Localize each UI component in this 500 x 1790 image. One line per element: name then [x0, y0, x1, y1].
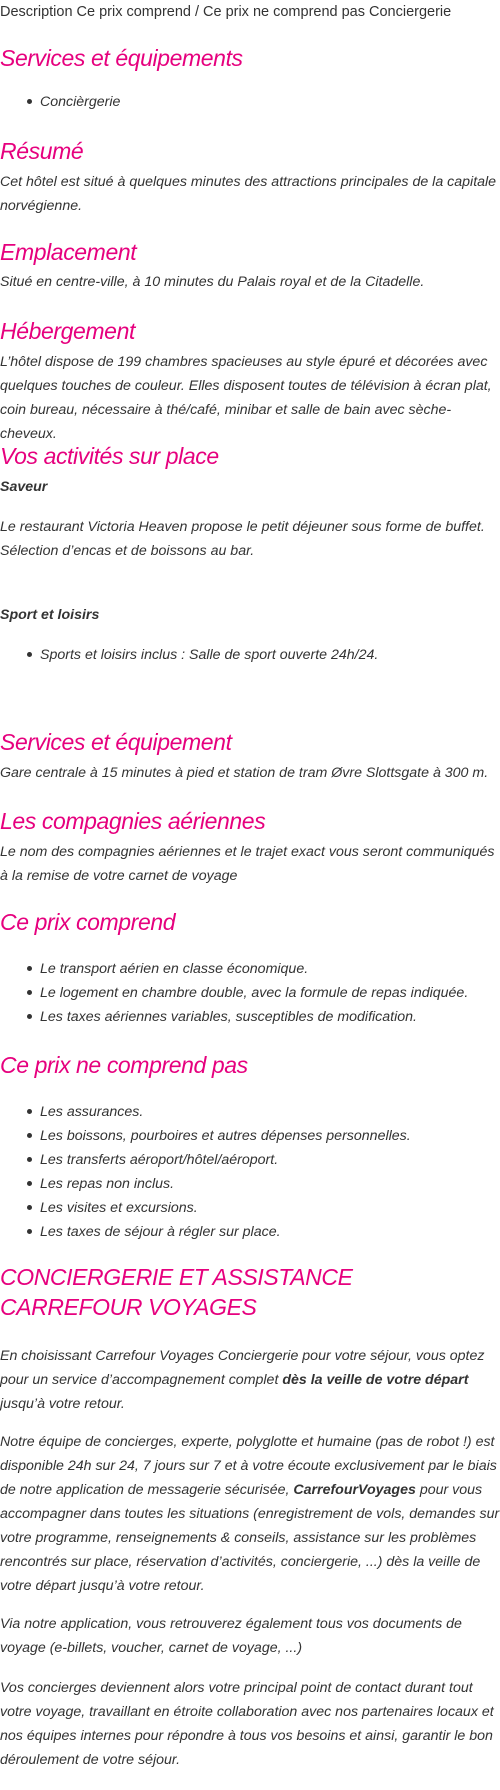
section-title-services-equipements: Services et équipements [0, 45, 243, 71]
tab-conciergerie[interactable]: Conciergerie [369, 4, 452, 20]
section-title-resume: Résumé [0, 138, 84, 164]
conciergerie-paragraph-4: Vos concierges deviennent alors votre principal point de contact durant tout votre voyage, travaillant en étroite collaboration avec nos partenaires locaux et nos équipes internes pour répondre à tous vos besoins et ainsi, garantir le bon déroulement de votre séjour. [0, 1680, 494, 1768]
conciergerie-paragraph-3: Via notre application, vous retrouverez également tous vos documents de voyage (e-billets, voucher, carnet de voyage, ...) [0, 1616, 462, 1656]
tab-bar [0, 0, 455, 24]
prix-ne-comprend-list [0, 1100, 411, 1244]
section-title-conciergerie: CONCIERGERIE ET ASSISTANCE CARREFOUR VOYAGES [0, 1264, 353, 1320]
sport-list [0, 643, 378, 667]
tab-ce-prix-ne-comprend-pas[interactable]: Ce prix ne comprend pas [203, 4, 365, 20]
list-item: Les repas non inclus. [40, 1172, 411, 1196]
emplacement-text: Situé en centre-ville, à 10 minutes du Palais royal et de la Citadelle. [0, 274, 425, 290]
saveur-label: Saveur [0, 479, 48, 495]
hebergement-text: L’hôtel dispose de 199 chambres spacieuses au style épuré et décorées avec quelques touches de couleur. Elles disposent toutes de télévision à écran plat, coin bureau, nécessaire à thé/café, minibar et salle de bain avec sèche-cheveux. [0, 354, 492, 442]
list-item: Sports et loisirs inclus : Salle de sport ouverte 24h/24. [40, 643, 378, 667]
section-title-activites: Vos activités sur place [0, 443, 219, 469]
section-title-services-equipement: Services et équipement [0, 729, 232, 755]
section-title-hebergement: Hébergement [0, 318, 135, 344]
list-item: Les assurances. [40, 1100, 411, 1124]
compagnies-text: Le nom des compagnies aériennes et le trajet exact vous seront communiqués à la remise de votre carnet de voyage [0, 844, 495, 884]
list-item: Les taxes de séjour à régler sur place. [40, 1220, 411, 1244]
list-item: Concièrgerie [40, 90, 120, 114]
list-item: Les visites et excursions. [40, 1196, 411, 1220]
services-equipements-list [0, 90, 120, 114]
conciergerie-paragraph-2: Notre équipe de concierges, experte, polyglotte et humaine (pas de robot !) est disponible 24h sur 24, 7 jours sur 7 et à votre écoute exclusivement par le biais de notre application de messagerie sécurisée, CarrefourVoyages pour vous accompagner dans toutes les situations (enregistrement de vols, demandes sur votre programme, renseignements & conseils, assistance sur les problèmes rencontrés sur place, réservation d’activités, conciergerie, ...) dès la veille de votre départ jusqu’à votre retour. [0, 1434, 500, 1594]
section-title-compagnies: Les compagnies aériennes [0, 808, 266, 834]
section-title-prix-comprend: Ce prix comprend [0, 909, 176, 935]
list-item: Les boissons, pourboires et autres dépenses personnelles. [40, 1124, 411, 1148]
section-title-emplacement: Emplacement [0, 239, 137, 265]
section-title-prix-ne-comprend: Ce prix ne comprend pas [0, 1052, 248, 1078]
list-item: Le logement en chambre double, avec la formule de repas indiquée. [40, 981, 468, 1005]
saveur-text: Le restaurant Victoria Heaven propose le petit déjeuner sous forme de buffet. Sélection d’encas et de boissons au bar. [0, 519, 485, 559]
tab-ce-prix-comprend[interactable]: Ce prix comprend [76, 4, 191, 20]
resume-text: Cet hôtel est situé à quelques minutes des attractions principales de la capitale norvégienne. [0, 174, 497, 214]
conciergerie-paragraph-1: En choisissant Carrefour Voyages Conciergerie pour votre séjour, vous optez pour un service d’accompagnement complet dès la veille de votre départ jusqu’à votre retour. [0, 1348, 485, 1412]
list-item: Les transferts aéroport/hôtel/aéroport. [40, 1148, 411, 1172]
tab-description[interactable]: Description [0, 4, 73, 20]
list-item: Le transport aérien en classe économique. [40, 957, 468, 981]
tab-separator: / [194, 4, 199, 20]
list-item: Les taxes aériennes variables, susceptibles de modification. [40, 1005, 468, 1029]
prix-comprend-list [0, 957, 468, 1029]
sport-label: Sport et loisirs [0, 607, 100, 623]
services-equipement-text: Gare centrale à 15 minutes à pied et station de tram Øvre Slottsgate à 300 m. [0, 765, 489, 781]
